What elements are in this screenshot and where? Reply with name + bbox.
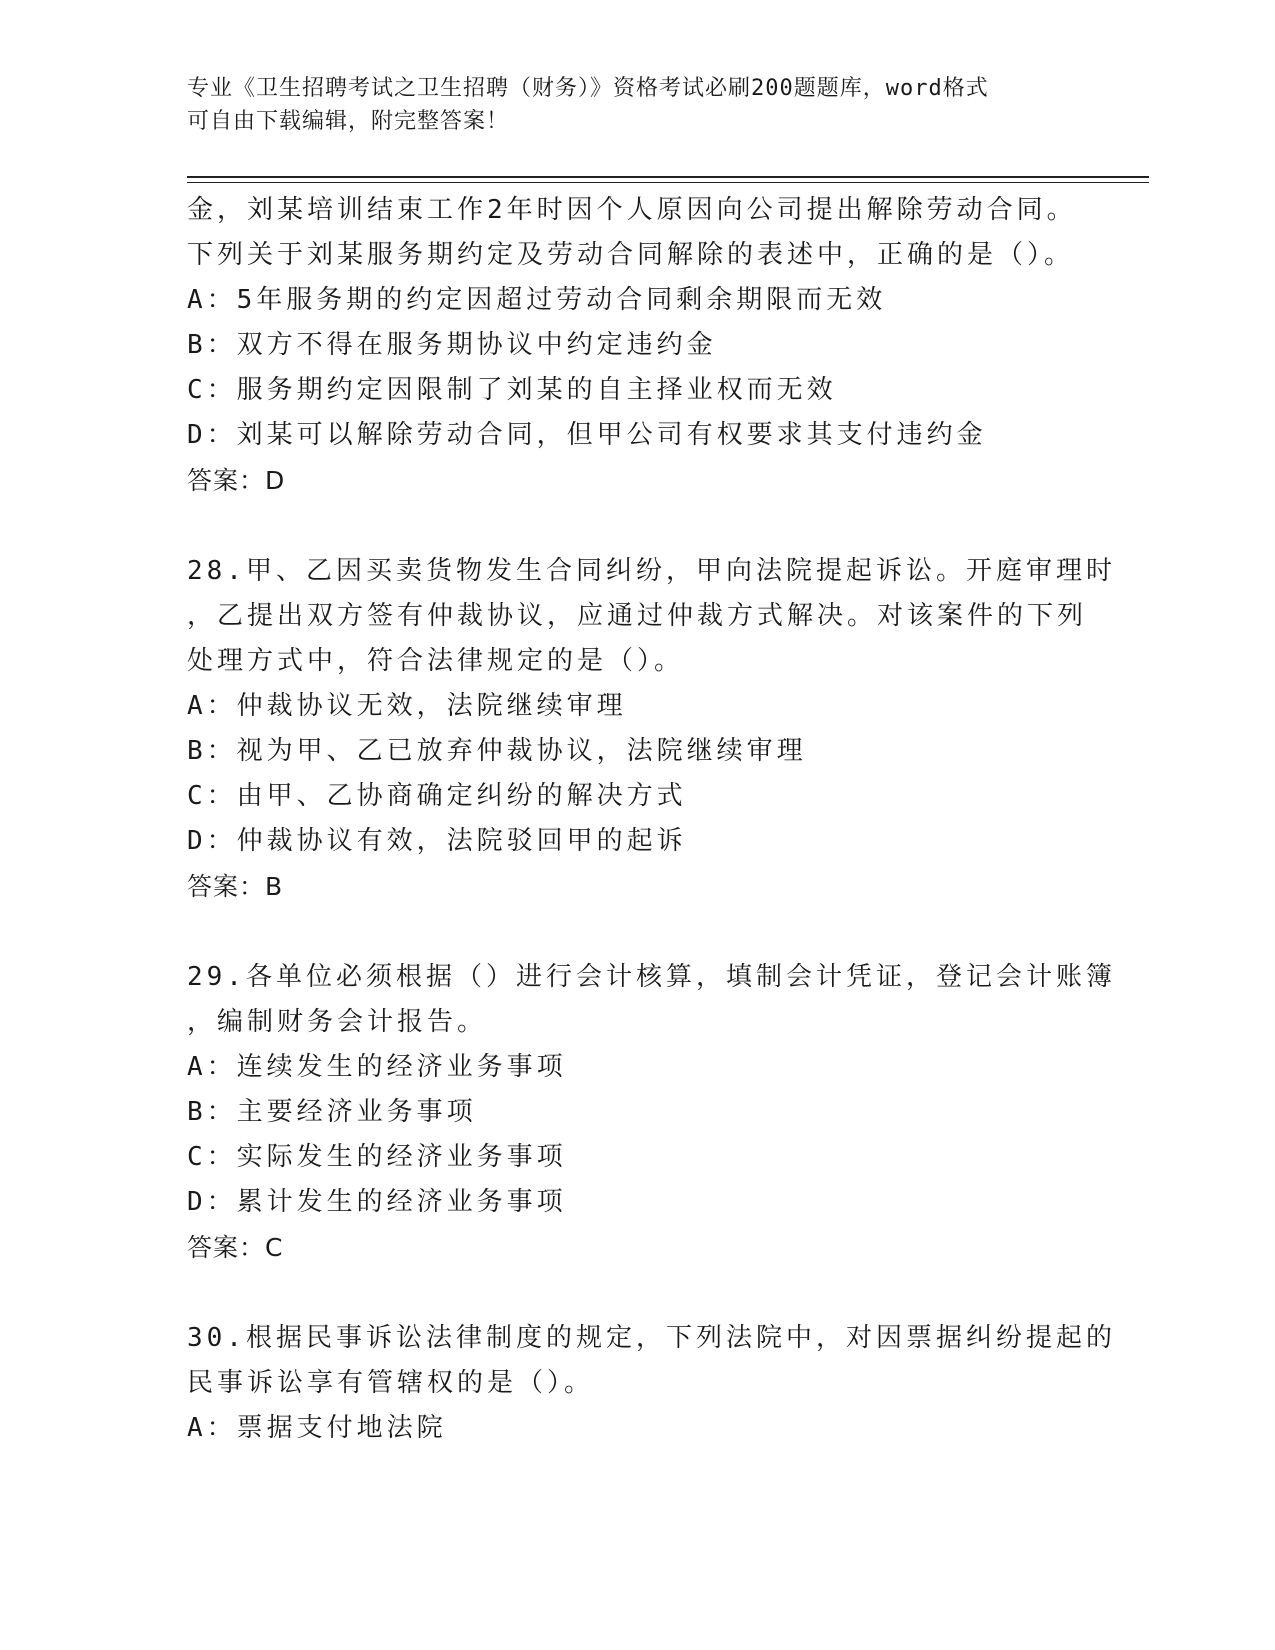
header-line-2: 可自由下载编辑，附完整答案！ xyxy=(187,109,510,134)
option-b: B：双方不得在服务期协议中约定违约金 xyxy=(187,330,717,360)
question-text-line: 28.甲、乙因买卖货物发生合同纠纷，甲向法院提起诉讼。开庭审理时 xyxy=(187,556,1116,586)
option-b: B：视为甲、乙已放弃仲裁协议，法院继续审理 xyxy=(187,736,807,766)
question-list xyxy=(187,188,1116,1451)
option-d: D：仲裁协议有效，法院驳回甲的起诉 xyxy=(187,826,687,856)
question-text-line: 下列关于刘某服务期约定及劳动合同解除的表述中，正确的是（）。 xyxy=(187,240,1075,270)
option-a: A：5年服务期的约定因超过劳动合同剩余期限而无效 xyxy=(187,285,887,315)
option-a: A：票据支付地法院 xyxy=(187,1413,447,1443)
option-d: D：累计发生的经济业务事项 xyxy=(187,1187,567,1217)
document-header xyxy=(187,72,1087,138)
option-d: D：刘某可以解除劳动合同，但甲公司有权要求其支付违约金 xyxy=(187,420,987,450)
question-28 xyxy=(187,549,1116,909)
header-line-1: 专业《卫生招聘考试之卫生招聘（财务）》资格考试必刷200题题库，word格式 xyxy=(187,76,989,101)
question-30 xyxy=(187,1316,1116,1451)
option-c: C：实际发生的经济业务事项 xyxy=(187,1142,567,1172)
answer-label: 答案：C xyxy=(187,1233,284,1262)
question-spacer xyxy=(187,503,1087,549)
option-a: A：仲裁协议无效，法院继续审理 xyxy=(187,691,627,721)
question-text-line: 29.各单位必须根据（）进行会计核算，填制会计凭证，登记会计账簿 xyxy=(187,962,1116,992)
question-27-continuation xyxy=(187,188,1087,503)
answer-label: 答案：B xyxy=(187,872,284,901)
option-c: C：服务期约定因限制了刘某的自主择业权而无效 xyxy=(187,375,837,405)
answer-label: 答案：D xyxy=(187,466,286,495)
question-spacer xyxy=(187,1270,1087,1316)
question-text-line: ，编制财务会计报告。 xyxy=(187,1007,488,1037)
question-29 xyxy=(187,955,1116,1270)
question-spacer xyxy=(187,909,1087,955)
option-b: B：主要经济业务事项 xyxy=(187,1097,477,1127)
question-text-line: 30.根据民事诉讼法律制度的规定，下列法院中，对因票据纠纷提起的 xyxy=(187,1323,1116,1353)
option-a: A：连续发生的经济业务事项 xyxy=(187,1052,567,1082)
question-text-line: 处理方式中，符合法律规定的是（）。 xyxy=(187,646,685,676)
option-c: C：由甲、乙协商确定纠纷的解决方式 xyxy=(187,781,687,811)
question-text-line: 民事诉讼享有管辖权的是（）。 xyxy=(187,1368,595,1398)
header-divider-thin xyxy=(187,182,1149,183)
question-text-line: 金，刘某培训结束工作2年时因个人原因向公司提出解除劳动合同。 xyxy=(187,195,1077,225)
header-divider-thick xyxy=(187,176,1149,178)
question-text-line: ，乙提出双方签有仲裁协议，应通过仲裁方式解决。对该案件的下列 xyxy=(187,601,1088,631)
